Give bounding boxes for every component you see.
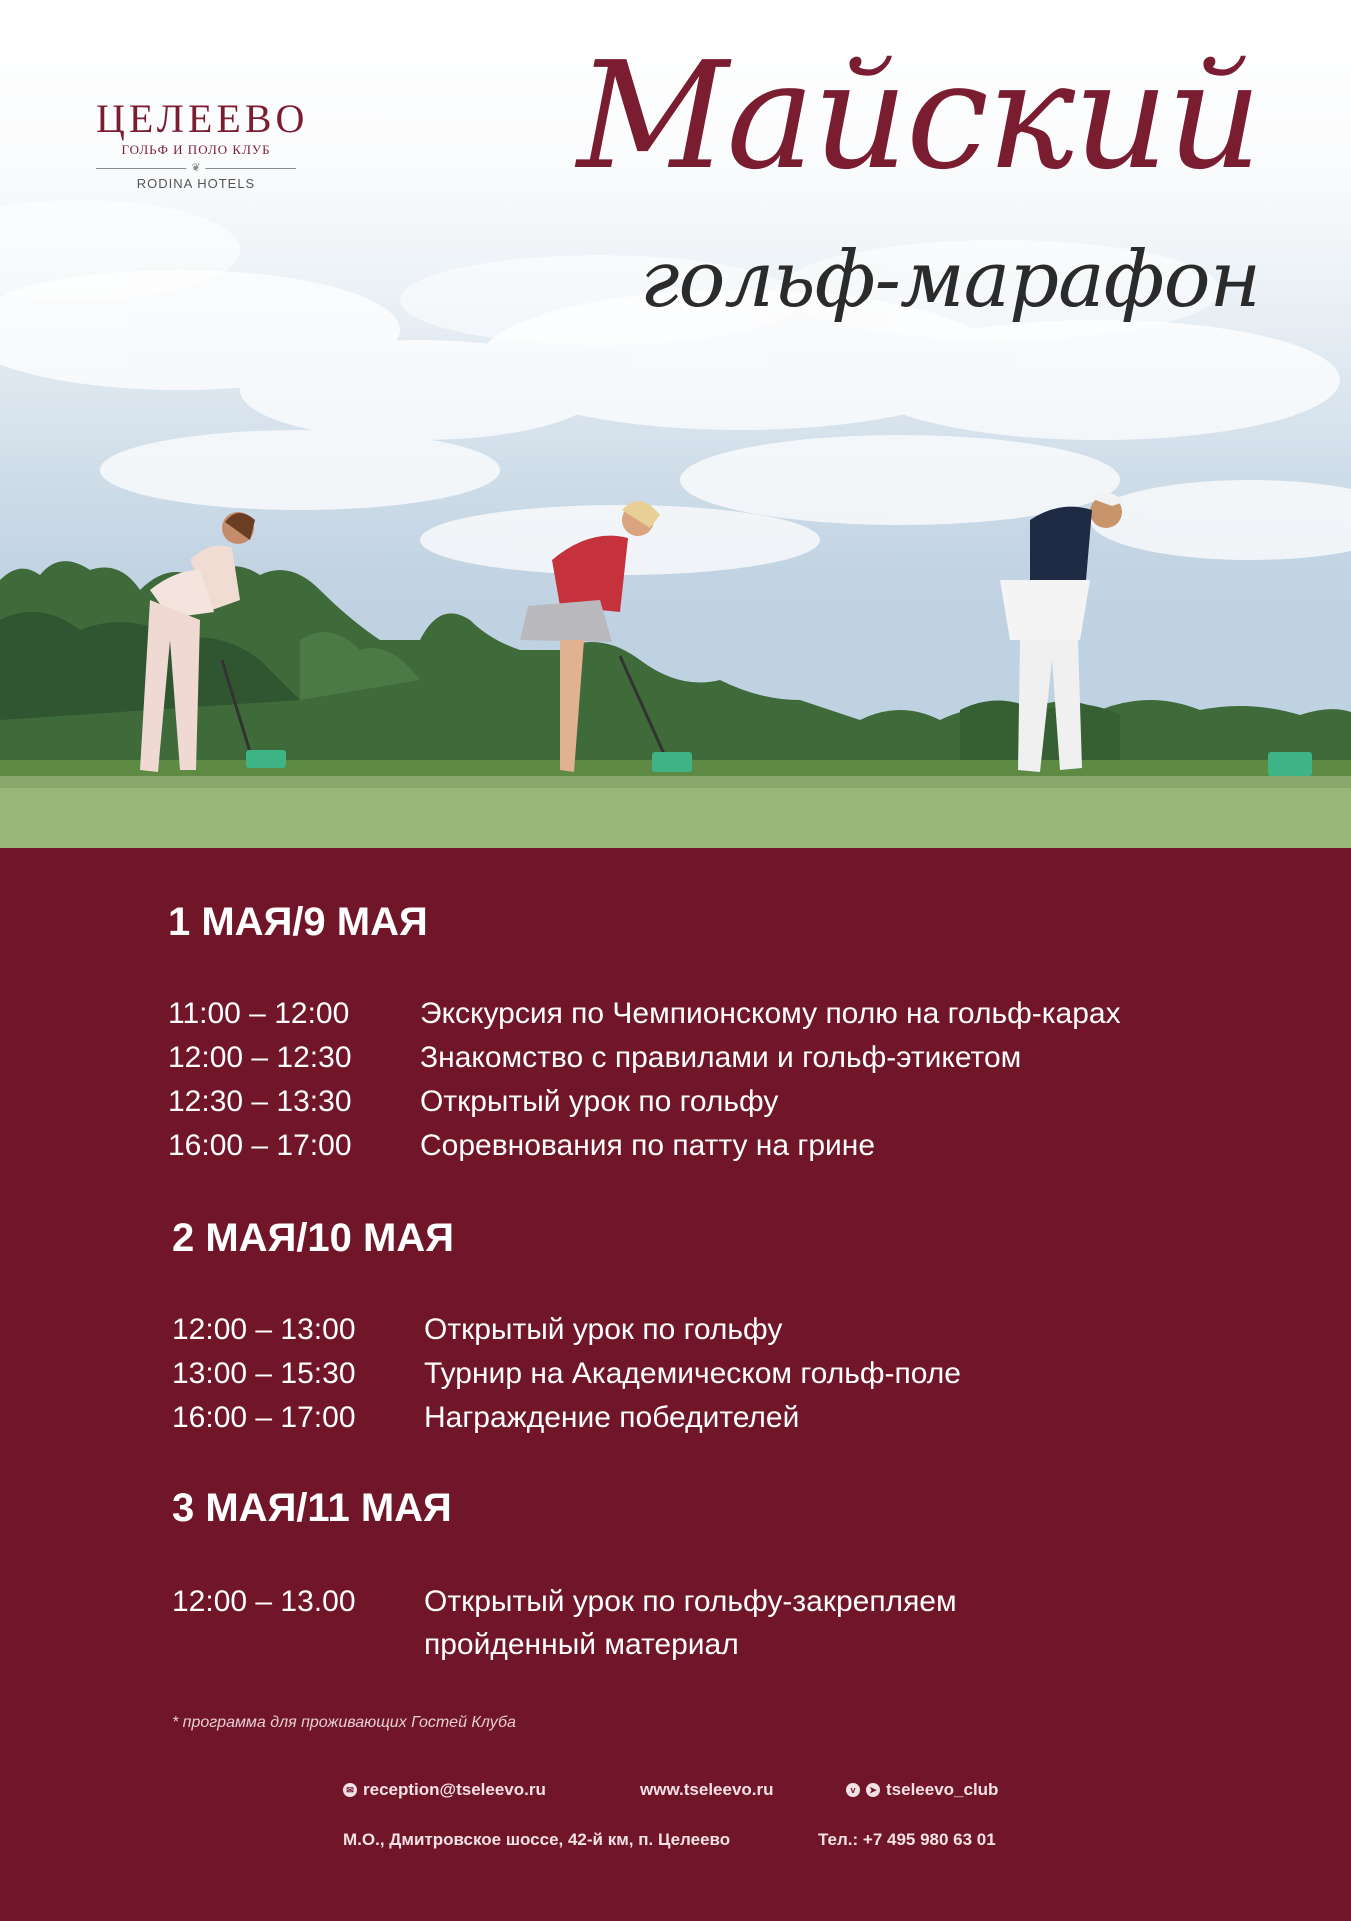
row-time: 12:30 – 13:30 [168,1085,352,1118]
row-time: 12:00 – 12:30 [168,1041,352,1074]
contact-phone[interactable] [818,1830,996,1850]
vk-icon: v [846,1783,860,1797]
hero-photo [0,0,1351,848]
footnote: * программа для проживающих Гостей Клуба [172,1714,516,1731]
telegram-icon: ➤ [866,1783,880,1797]
row-event-line-2: пройденный материал [424,1628,739,1661]
row-time: 11:00 – 12:00 [168,997,350,1030]
row-event: Открытый урок по гольфу [424,1313,783,1346]
row-time: 12:00 – 13.00 [172,1585,356,1618]
phone-text: Тел.: +7 495 980 63 01 [818,1830,996,1849]
row-event: Открытый урок по гольфу-закрепляем [424,1585,957,1618]
contact-email[interactable] [343,1780,546,1800]
schedule-day-3 [172,1484,1272,1664]
day-title: 3 МАЯ/11 МАЯ [172,1486,452,1530]
social-text: tseleevo_club [886,1780,999,1799]
row-event: Знакомство с правилами и гольф-этикетом [420,1041,1022,1074]
row-event: Открытый урок по гольфу [420,1085,779,1118]
row-event: Экскурсия по Чемпионскому полю на гольф-карах [420,997,1121,1030]
laurel-icon: ❦ [186,162,205,174]
email-icon: ✉ [343,1783,357,1797]
website-text: www.tseleevo.ru [640,1780,774,1799]
title-sub: гольф-марафон [640,235,1260,325]
logo-subtitle: ГОЛЬФ И ПОЛО КЛУБ [121,142,271,157]
club-logo [96,96,309,191]
day-title: 2 МАЯ/10 МАЯ [172,1216,454,1260]
email-text: reception@tseleevo.ru [363,1780,546,1799]
logo-divider [96,162,296,174]
logo-hotels: RODINA HOTELS [136,176,256,191]
logo-name: ЦЕЛЕЕВО [96,96,309,141]
title-main: Майский [576,30,1260,202]
row-event: Турнир на Академическом гольф-поле [424,1357,961,1390]
row-time: 16:00 – 17:00 [172,1401,356,1434]
contact-social[interactable] [846,1780,998,1800]
schedule-day-2 [172,1214,1272,1444]
row-time: 12:00 – 13:00 [172,1313,356,1346]
row-event: Соревнования по патту на грине [420,1129,876,1162]
day-title: 1 МАЯ/9 МАЯ [168,900,428,944]
row-time: 13:00 – 15:30 [172,1357,356,1390]
contact-website[interactable] [640,1780,774,1800]
contact-address [343,1830,730,1850]
address-text: М.О., Дмитровское шоссе, 42-й км, п. Целеево [343,1830,731,1849]
schedule-day-1 [168,898,1268,1162]
row-time: 16:00 – 17:00 [168,1129,352,1162]
row-event: Награждение победителей [424,1401,800,1434]
